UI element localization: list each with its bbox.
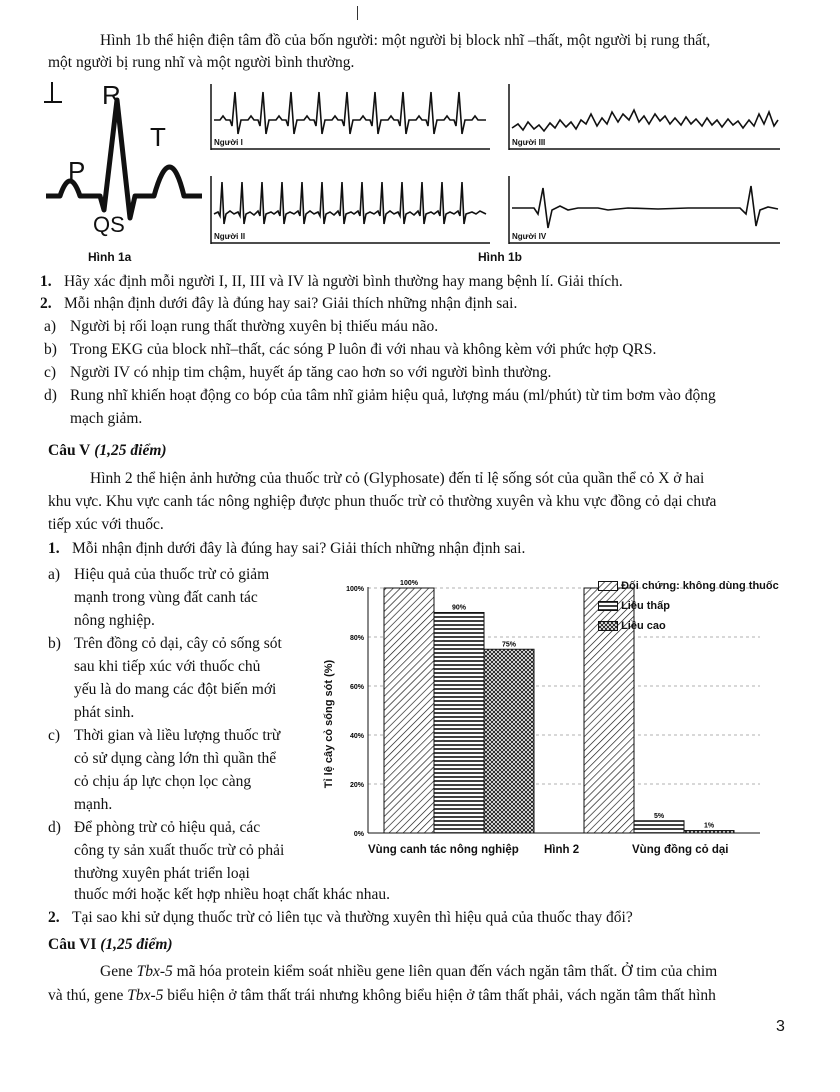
y-tick-label: 80%: [349, 635, 364, 642]
ecg-person-1: [210, 84, 490, 150]
chart-category-2: Vùng đồng cỏ dại: [632, 844, 729, 856]
bar-data-label: 1%: [703, 822, 715, 830]
q5-para-3: tiếp xúc với thuốc.: [48, 516, 164, 533]
q5-statement-d-cont: thuốc mới hoặc kết hợp nhiều hoạt chất khác nhau.: [74, 886, 390, 903]
q4-item-d-cont: mạch giảm.: [70, 410, 143, 427]
bar: [634, 821, 684, 833]
ecg-person-2: [210, 176, 490, 244]
bar: [384, 588, 434, 833]
chart-caption: Hình 2: [544, 844, 580, 856]
figure-1b-caption: Hình 1b: [478, 250, 522, 264]
legend-item-control: Đối chứng: không dùng thuốc: [598, 580, 779, 600]
bar-data-label: 5%: [653, 812, 665, 820]
bar-data-label: 75%: [501, 641, 517, 649]
legend-item-high: Liều cao: [598, 620, 779, 640]
chart-category-1: Vùng canh tác nông nghiệp: [368, 844, 519, 856]
q4-item-b: b) Trong EKG của block nhĩ–thất, các sóng P luôn đi với nhau và không kèm với phức hợp QRS.: [44, 341, 657, 358]
bar: [484, 649, 534, 833]
q4-item-2: 2. Mỗi nhận định dưới đây là đúng hay sai? Giải thích những nhận định sai.: [40, 295, 518, 312]
ecg-letter-QS: QS: [93, 212, 125, 237]
ecg-letter-R: R: [102, 80, 121, 110]
legend-item-low: Liều thấp: [598, 600, 779, 620]
ecg-person-4: [508, 176, 780, 244]
q4-item-d: d) Rung nhĩ khiến hoạt động co bóp của tâm nhĩ giảm hiệu quả, lượng máu (ml/phút) từ tim bơm vào động: [44, 387, 716, 404]
bar-data-label: 90%: [451, 604, 467, 612]
ecg-label-person-4: Người IV: [512, 232, 547, 241]
chart-legend: [598, 580, 779, 640]
top-mark: [357, 6, 358, 20]
q5-item-2: 2. Tại sao khi sử dụng thuốc trừ cỏ liên tục và thường xuyên thì hiệu quả của thuốc thay đổi?: [48, 909, 633, 926]
ecg-letter-T: T: [150, 122, 166, 152]
y-tick-label: 100%: [346, 586, 364, 593]
q4-item-c: c) Người IV có nhịp tim chậm, huyết áp tăng cao hơn so với người bình thường.: [44, 364, 552, 381]
y-tick-label: 20%: [349, 782, 364, 789]
q4-item-1: 1. Hãy xác định mỗi người I, II, III và IV là người bình thường hay mang bệnh lí. Giải thích.: [40, 273, 623, 290]
bar-data-label: 100%: [400, 580, 418, 587]
chart-ylabel: Tỉ lệ cây cỏ sống sót (%): [323, 659, 335, 789]
q4-item-a: a) Người bị rối loạn rung thất thường xuyên bị thiếu máu não.: [44, 318, 439, 335]
q6-heading: Câu VI (1,25 điểm): [48, 936, 173, 953]
y-tick-label: 60%: [349, 684, 364, 691]
y-tick-label: 0%: [353, 831, 364, 838]
q6-line-1: Gene Tbx-5 mã hóa protein kiểm soát nhiều gene liên quan đến vách ngăn tâm thất. Ở tim của chim: [100, 963, 718, 980]
ecg-label-person-2: Người II: [214, 232, 246, 241]
ecg-letter-P: P: [68, 156, 86, 186]
figure-1a-caption: Hình 1a: [88, 250, 132, 264]
q5-para-1: Hình 2 thể hiện ảnh hưởng của thuốc trừ cỏ (Glyphosate) đến tỉ lệ sống sót của quần thể cỏ X ở hai: [90, 470, 705, 487]
page-number: 3: [776, 1018, 785, 1035]
ecg-label-person-1: Người I: [214, 138, 243, 147]
ecg-label-person-3: Người III: [512, 138, 546, 147]
ecg-person-3: [508, 84, 780, 150]
q5-heading: Câu V (1,25 điểm): [48, 442, 167, 459]
q5-para-2: khu vực. Khu vực canh tác nông nghiệp được phun thuốc trừ cỏ thường xuyên và khu vực đồng cỏ dại chưa: [48, 493, 717, 510]
intro-line-1: Hình 1b thể hiện điện tâm đồ của bốn người: một người bị block nhĩ –thất, một người bị rung thất,: [100, 32, 711, 49]
y-tick-label: 40%: [349, 733, 364, 740]
intro-line-2: một người bị rung nhĩ và một người bình thường.: [48, 54, 355, 71]
bar: [434, 613, 484, 834]
q6-line-2: và thú, gene Tbx-5 biểu hiện ở tâm thất trái nhưng không biểu hiện ở tâm thất phải, vách ngăn tâm thất hình: [48, 987, 716, 1004]
q5-item-1: 1. Mỗi nhận định dưới đây là đúng hay sai? Giải thích những nhận định sai.: [48, 540, 526, 557]
